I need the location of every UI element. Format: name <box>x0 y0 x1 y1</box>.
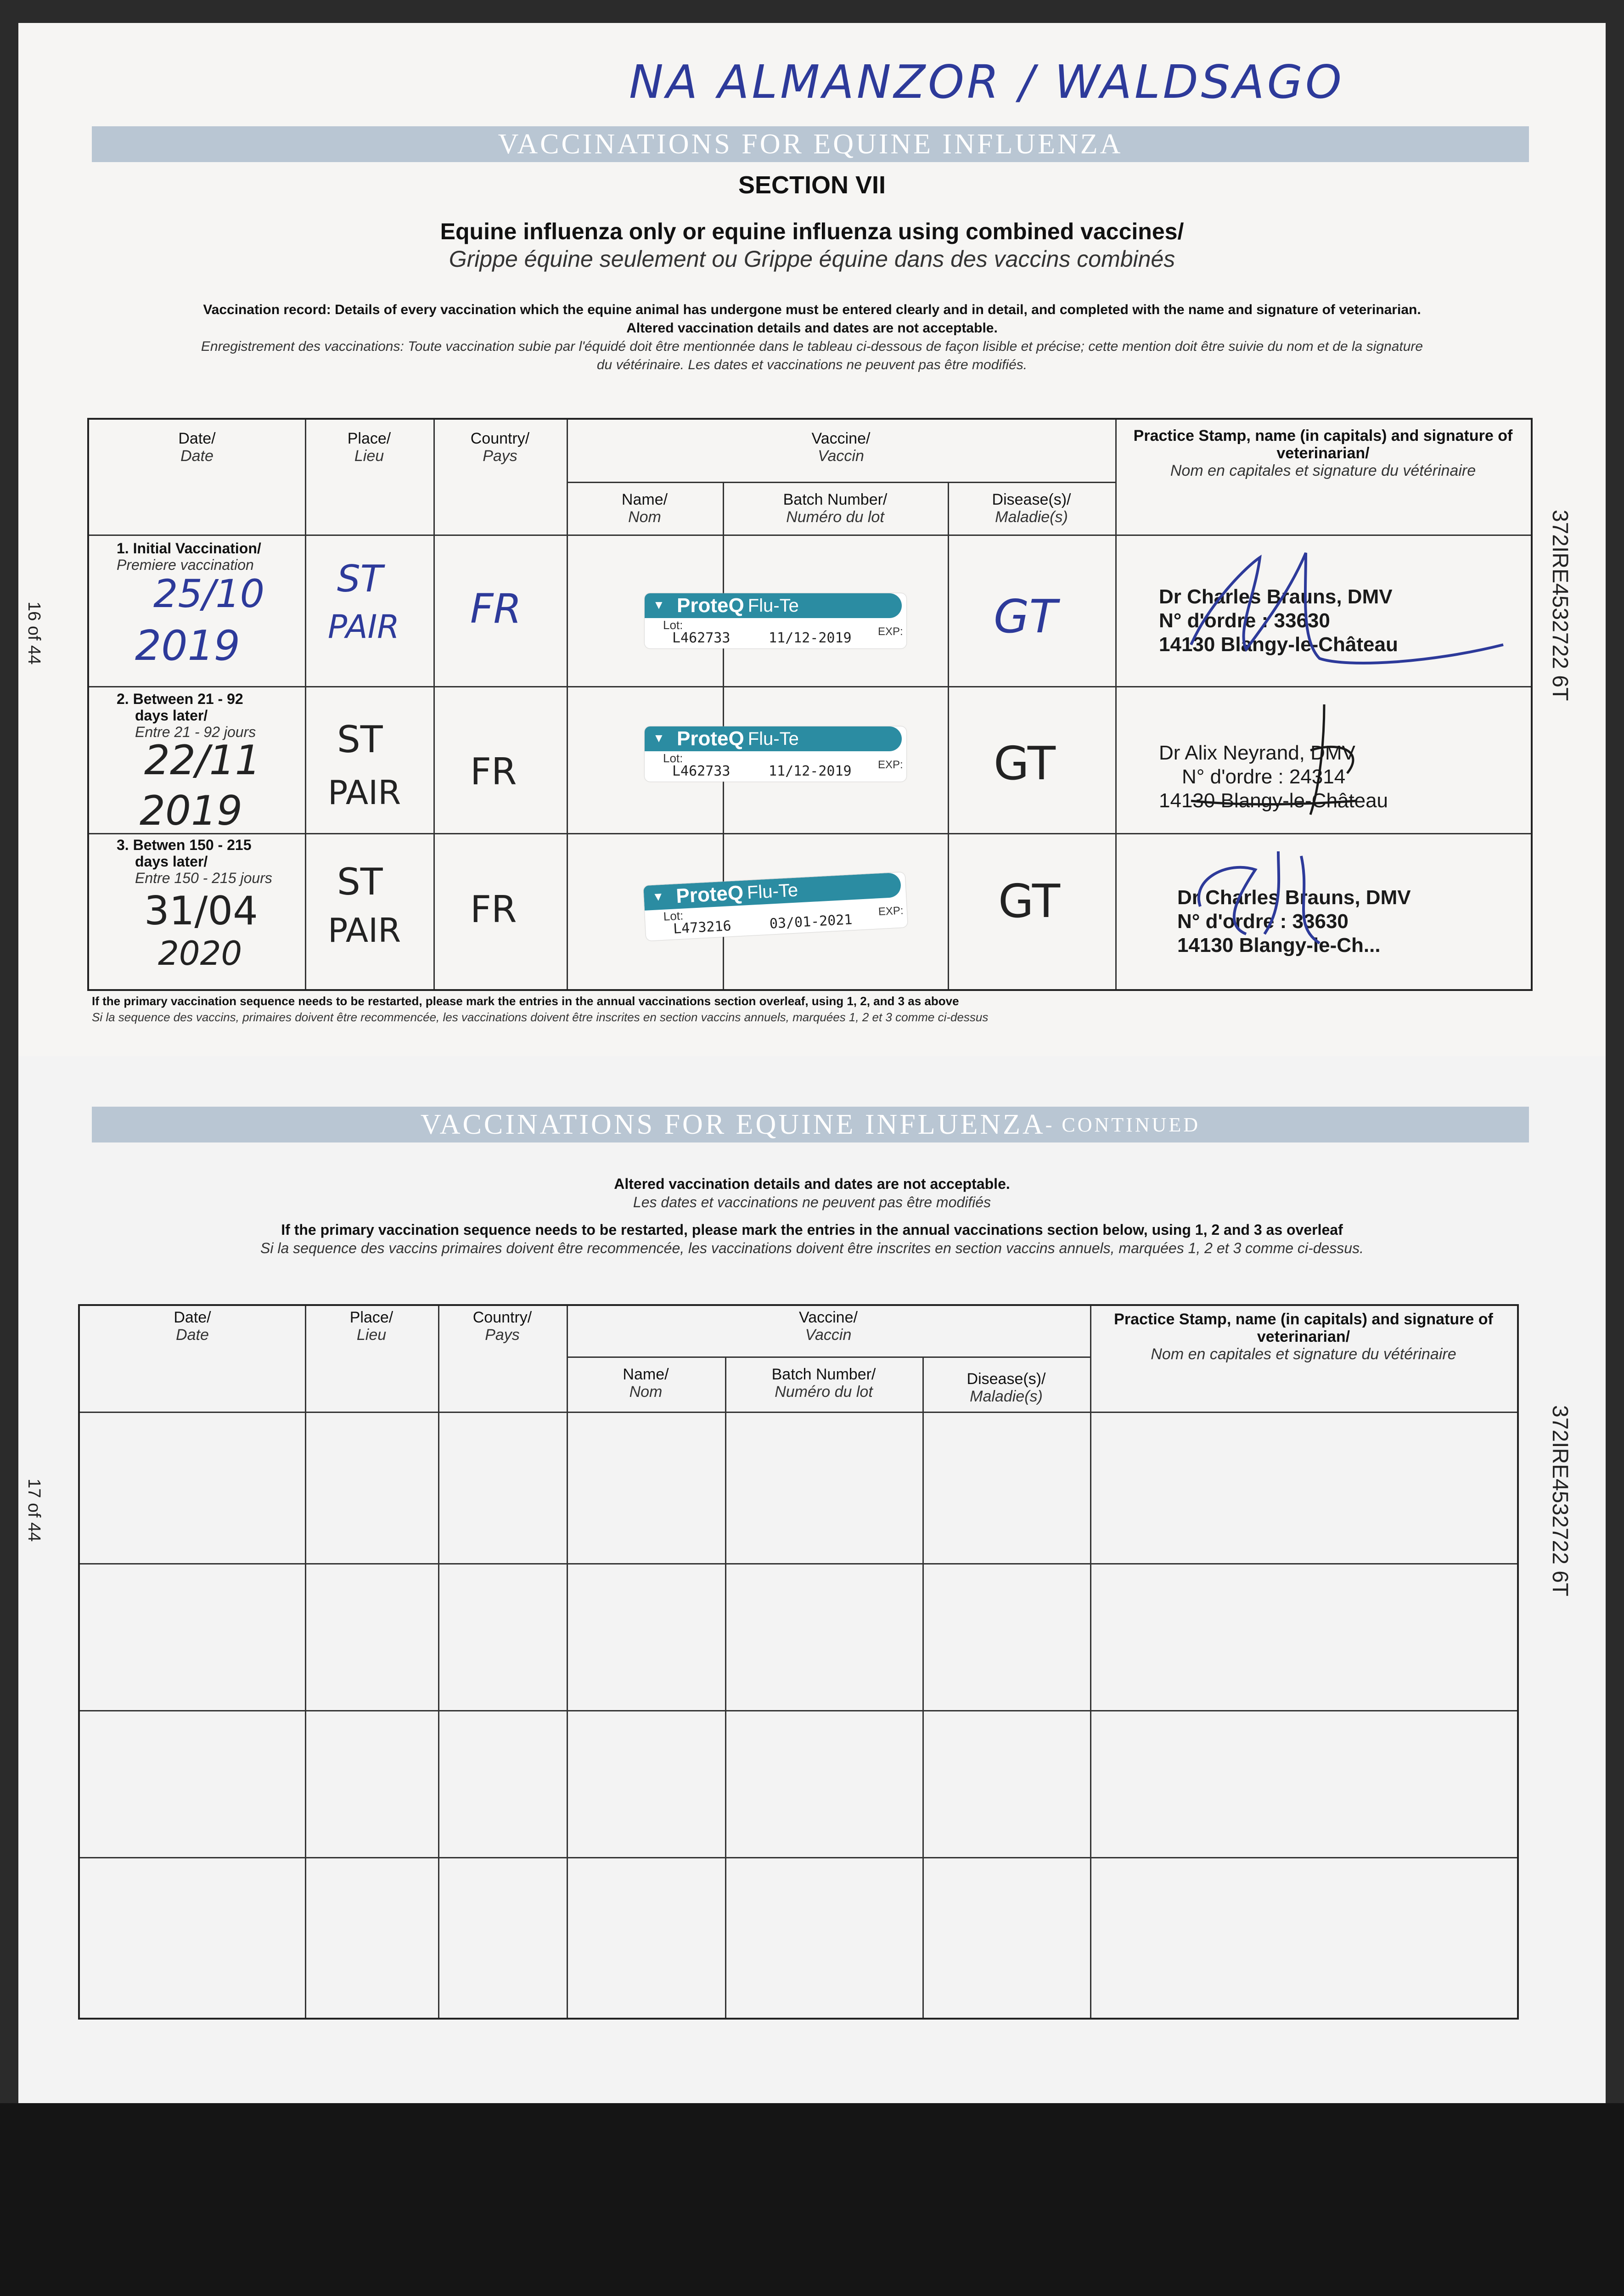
subtitle-fr: Grippe équine seulement ou Grippe équine dans des vaccins combinés <box>449 246 1175 272</box>
vaccine-brand: ProteQ <box>677 727 744 750</box>
vaccination-table <box>87 418 1533 991</box>
disease: GT <box>994 737 1056 790</box>
header-country: Country/ Pays <box>470 430 530 465</box>
header-disease: Disease(s)/ Maladie(s) <box>992 491 1071 526</box>
instruction-en: Vaccination record: Details of every vaccination which the equine animal has undergone must be entered clearly and in detail, and completed with the name and signature of veterinarian. <box>203 302 1421 317</box>
passport-code: 372IRE4532722 6T <box>1548 1405 1572 1597</box>
vet-stamp: Dr Alix Neyrand, DMV N° d'ordre : 24314 14130 Blangy-le-Château <box>1159 742 1388 812</box>
vaccine-sticker: ▼ ProteQ Flu-Te Lot: EXP: L462733 11/12-2019 <box>645 726 906 782</box>
header-date: Date/ Date <box>178 430 216 465</box>
note-fr: Les dates et vaccinations ne peuvent pas être modifiés <box>633 1194 991 1210</box>
scan-background <box>0 2103 1624 2296</box>
header-disease: Disease(s)/ Maladie(s) <box>967 1370 1046 1405</box>
banner-title: VACCINATIONS FOR EQUINE INFLUENZA <box>420 1109 1045 1140</box>
place-line2: PAIR <box>328 773 401 812</box>
date-day: 25/10 <box>153 571 265 616</box>
instruction-en-2: Altered vaccination details and dates are not acceptable. <box>626 321 998 336</box>
vaccine-brand: ProteQ <box>677 594 744 617</box>
expiry-date: 03/01-2021 <box>769 912 853 932</box>
date-year: 2019 <box>140 787 242 834</box>
header-stamp: Practice Stamp, name (in capitals) and signature of veterinarian/ Nom en capitales et signature du vétérinaire <box>1114 1311 1493 1363</box>
disease: GT <box>998 874 1061 928</box>
header-vaccine: Vaccine/ Vaccin <box>799 1309 858 1344</box>
footnote-en: If the primary vaccination sequence needs to be restarted, please mark the entries in the annual vaccinations section overleaf, using 1, 2, and 3 as above <box>92 994 959 1008</box>
batch-number: L473216 <box>673 918 732 937</box>
vaccine-sticker: ▼ ProteQ Flu-Te Lot: EXP: L473216 03/01-2021 <box>643 872 907 941</box>
place-line2: PAIR <box>328 608 399 646</box>
country: FR <box>470 750 517 793</box>
disease: GT <box>994 590 1057 643</box>
batch-number: L462733 <box>672 763 731 779</box>
row-label: 1. Initial Vaccination/ Premiere vaccination <box>117 540 261 573</box>
instruction-fr: Enregistrement des vaccinations: Toute vaccination subie par l'équidé doit être mentionnée dans le tableau ci-dessous de façon lisible et précise; cette mention doit être suivie du nom et de la signature <box>201 339 1423 354</box>
section-title: SECTION VII <box>738 171 886 199</box>
passport-page-17 <box>18 1056 1606 2112</box>
vet-signature <box>1154 539 1512 677</box>
row-label: 3. Betwen 150 - 215 days later/ Entre 150 - 215 jours <box>117 837 272 886</box>
batch-number: L462733 <box>672 630 731 646</box>
vet-signature <box>1173 695 1448 824</box>
expiry-date: 11/12-2019 <box>769 763 852 779</box>
header-stamp: Practice Stamp, name (in capitals) and signature of veterinarian/ Nom en capitales et signature du vétérinaire <box>1133 427 1513 479</box>
page-number: 16 of 44 <box>24 602 44 665</box>
header-country: Country/ Pays <box>472 1309 532 1344</box>
drop-icon: ▼ <box>653 731 665 745</box>
place-line1: ST <box>337 861 383 903</box>
vaccine-type: Flu-Te <box>747 728 799 749</box>
header-batch: Batch Number/ Numéro du lot <box>783 491 888 526</box>
expiry-date: 11/12-2019 <box>769 630 852 646</box>
banner-title: VACCINATIONS FOR EQUINE INFLUENZA <box>498 128 1123 160</box>
instruction-en: If the primary vaccination sequence needs to be restarted, please mark the entries in the annual vaccinations section below, using 1, 2 and 3 as overleaf <box>281 1221 1343 1238</box>
header-name: Name/ Nom <box>623 1366 669 1401</box>
header-date: Date/ Date <box>174 1309 211 1344</box>
banner-continued: - CONTINUED <box>1045 1113 1201 1136</box>
header-place: Place/ Lieu <box>349 1309 393 1344</box>
date-year: 2019 <box>135 622 241 670</box>
section-banner <box>92 126 1529 162</box>
country: FR <box>470 585 522 632</box>
vaccine-type: Flu-Te <box>747 595 799 616</box>
place-line2: PAIR <box>328 911 401 950</box>
vet-stamp: Dr Charles Brauns, DMV N° d'ordre : 33630 14130 Blangy-le-Château <box>1159 585 1398 656</box>
vaccine-sticker: ▼ ProteQ Flu-Te Lot: EXP: L462733 11/12-2019 <box>645 593 906 648</box>
header-name: Name/ Nom <box>621 491 668 526</box>
country: FR <box>470 888 517 931</box>
vaccine-brand: ProteQ <box>675 881 744 908</box>
header-place: Place/ Lieu <box>347 430 391 465</box>
page-number: 17 of 44 <box>24 1479 44 1542</box>
row-label: 2. Between 21 - 92 days later/ Entre 21 - 92 jours <box>117 691 256 740</box>
date-day: 31/04 <box>144 888 258 934</box>
vet-stamp: Dr Charles Brauns, DMV N° d'ordre : 33630 14130 Blangy-le-Ch... <box>1177 886 1411 957</box>
subtitle-en: Equine influenza only or equine influenza using combined vaccines/ <box>440 219 1184 244</box>
date-day: 22/11 <box>144 737 261 784</box>
instruction-fr: Si la sequence des vaccins primaires doivent être recommencée, les vaccinations doivent être inscrites en section vaccins annuels, marquées 1, 2 et 3 comme ci-dessus. <box>260 1240 1364 1256</box>
place-line1: ST <box>337 718 383 761</box>
section-banner <box>92 1107 1529 1142</box>
note-en: Altered vaccination details and dates are not acceptable. <box>614 1176 1010 1192</box>
place-line1: ST <box>337 557 383 600</box>
handwritten-horse-name: NA ALMANZOR / WALDSAGO <box>629 55 1344 109</box>
header-batch: Batch Number/ Numéro du lot <box>771 1366 876 1401</box>
vaccination-table-continued <box>78 1304 1519 2020</box>
drop-icon: ▼ <box>652 889 665 904</box>
drop-icon: ▼ <box>653 598 665 612</box>
passport-code: 372IRE4532722 6T <box>1548 510 1572 701</box>
vaccine-type: Flu-Te <box>746 879 799 903</box>
passport-page-16 <box>18 23 1606 1056</box>
vet-signature <box>1173 842 1402 952</box>
footnote-fr: Si la sequence des vaccins, primaires doivent être recommencée, les vaccinations doivent être inscrites en section vaccins annuels, marquées 1, 2 et 3 comme ci-dessus <box>92 1010 989 1024</box>
instruction-fr-2: du vétérinaire. Les dates et vaccinations ne peuvent pas être modifiés. <box>596 357 1028 372</box>
header-vaccine: Vaccine/ Vaccin <box>811 430 871 465</box>
date-year: 2020 <box>158 934 242 973</box>
